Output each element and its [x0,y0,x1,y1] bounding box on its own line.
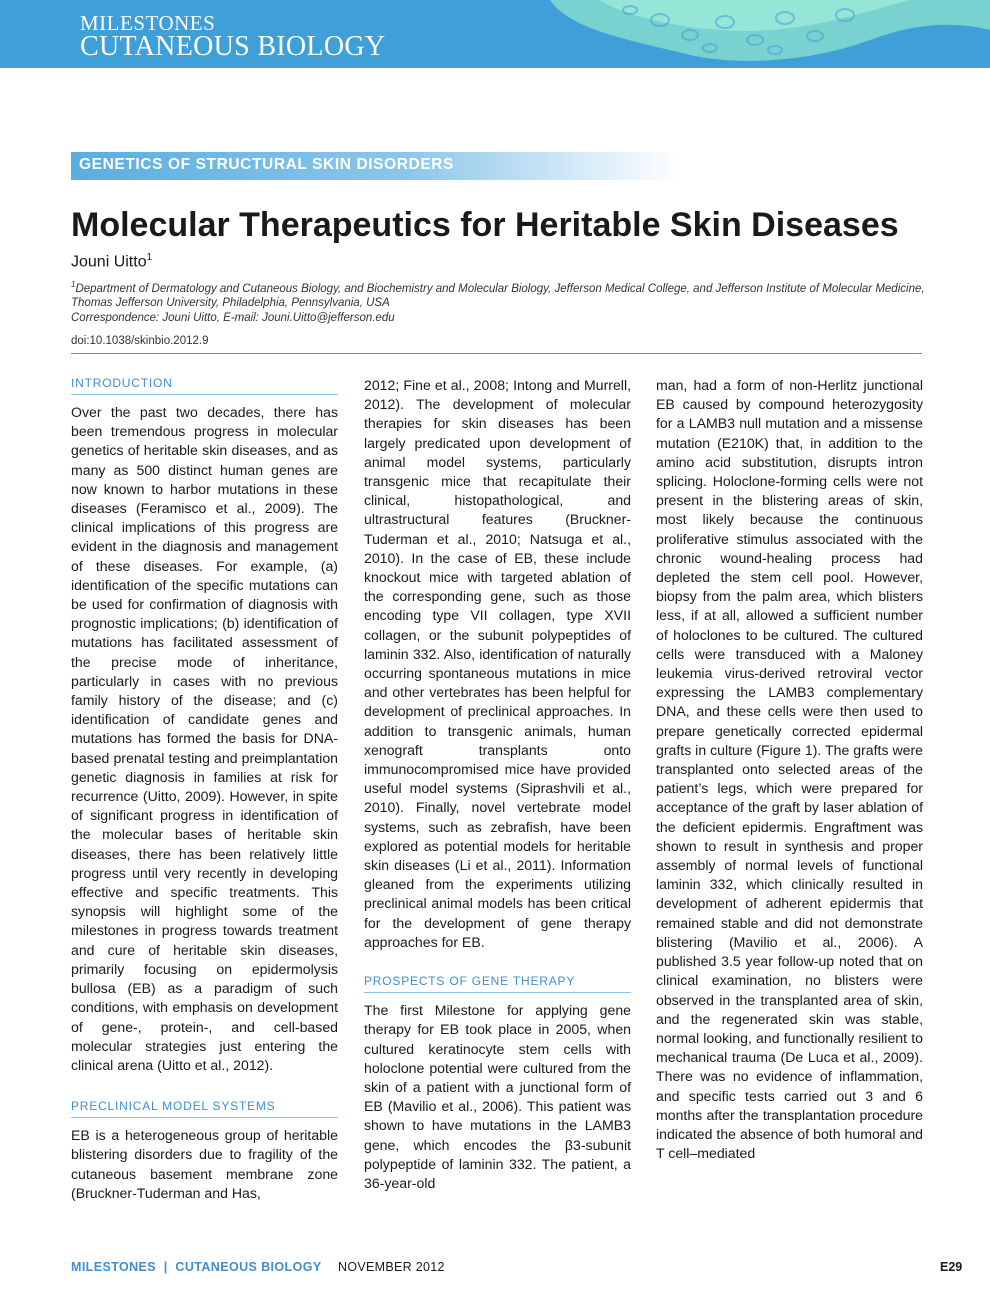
footer-issue-date: NOVEMBER 2012 [338,1260,445,1274]
column-1 [71,376,338,1203]
banner-series-title: MILESTONES [80,11,216,35]
heading-preclinical-model-systems: PRECLINICAL MODEL SYSTEMS [71,1099,338,1118]
author-superscript: 1 [146,252,153,263]
correspondence: Correspondence: Jouni Uitto, E-mail: Jouni.Uitto@jefferson.edu [71,312,395,324]
affiliation-text: Department of Dermatology and Cutaneous Biology, and Biochemistry and Molecular Biology, Jefferson Medical College, and Jefferson Institute of Molecular Medicine, Thomas Jefferson University, Philadelphia, Pennsylvania, USA [71,282,925,309]
journal-banner [0,0,990,68]
column-3 [656,376,923,1163]
section-spacer [71,1075,338,1099]
section-spacer [364,952,631,974]
gene-therapy-paragraph-part2: man, had a form of non-Herlitz junctional EB caused by compound heterozygosity for a LAMB3 null mutation and a missense mutation (E210K) that, in addition to the amino acid substitution, disrupts intron splicing. Holoclone-forming cells were not present in the blistering areas of skin, most likely because the continuous proliferative stimulus associated with the chronic wound-healing process had depleted the stem cell pool. However, biopsy from the palm area, which blisters less, if at all, allowed a sufficient number of holoclones to be cultured. The cultured cells were transduced with a Maloney leukemia virus-derived retroviral vector expressing the LAMB3 complementary DNA, and these cells were then used to prepare genetically corrected epidermal grafts in culture (Figure 1). The grafts were transplanted onto selected areas of the patient’s legs, which were prepared for acceptance of the graft by laser ablation of the deficient epidermis. Engraftment was shown to result in synthesis and proper assembly of normal levels of functional laminin 332, which clinically resulted in development of adherent epidermis that remained stable and did not demonstrate blistering (Mavilio et al., 2006). A published 3.5 year follow-up noted that on clinical examination, no blisters were observed in the transplanted area of skin, and the regenerated skin was stable, normal looking, and functionally resilient to mechanical trauma (De Luca et al., 2009). There was no evidence of inflammation, and specific tests carried out 3 and 6 months after the transplantation procedure indicated the absence of both humoral and T cell–mediated [656,377,923,1162]
doi: doi:10.1038/skinbio.2012.9 [71,335,209,347]
author-affiliation [71,278,926,310]
affiliation-superscript: 1 [71,280,76,289]
introduction-paragraph: Over the past two decades, there has been tremendous progress in molecular genetics of heritable skin diseases, and as many as 500 distinct human genes are now known to harbor mutations in these diseases (Feramisco et al., 2009). The clinical implications of this progress are evident in the diagnosis and management of these diseases. For example, (a) identification of the specific mutations can be used for confirmation of diagnosis with prognostic implications; (b) identification of mutations has facilitated assessment of the precise mode of inheritance, particularly in cases with no previous family history of the disease; and (c) identification of candidate genes and mutations has formed the basis for DNA-based prenatal testing and preimplantation genetic diagnosis in families at risk for recurrence (Uitto, 2009). However, in spite of significant progress in identification of the molecular bases of heritable skin diseases, there has been relatively little progress until very recently in developing effective and specific treatments. This synopsis will highlight some of the milestones in progress towards treatment and cure of heritable skin diseases, primarily focusing on epidermolysis bullosa (EB) as a paradigm of such conditions, with emphasis on development of gene-, protein-, and cell-based molecular strategies just entering the clinical arena (Uitto et al., 2012). [71,404,338,1073]
section-category-label: GENETICS OF STRUCTURAL SKIN DISORDERS [79,156,454,173]
column-2 [364,376,631,1193]
footer-page-number: E29 [940,1260,963,1274]
author-name: Jouni Uitto [71,253,147,271]
preclinical-paragraph-part2: 2012; Fine et al., 2008; Intong and Murrell, 2012). The development of molecular therapies for skin diseases has been largely predicated upon development of animal model systems, particularly transgenic mice that recapitulate their clinical, histopathological, and ultrastructural features (Bruckner-Tuderman et al., 2010; Natsuga et al., 2010). In the case of EB, these include knockout mice with targeted ablation of the corresponding gene, such as those encoding type VII collagen, type XVII collagen, or the subunit polypeptides of laminin 332. Also, identification of naturally occurring spontaneous mutations in mice and other vertebrates has been helpful for development of preclinical approaches. In addition to transgenic animals, human xenograft transplants onto immunocompromised mice have provided useful model systems (Siprashvili et al., 2010). Finally, novel vertebrate model systems, such as zebrafish, have been explored as potential models for heritable skin diseases (Li et al., 2011). Information gleaned from the experiments utilizing preclinical animal models has been critical for the development of gene therapy approaches for EB. [364,377,631,950]
footer-series-title: MILESTONES | CUTANEOUS BIOLOGY [71,1260,322,1274]
section-category-bar [71,152,681,180]
author-line [71,252,152,271]
heading-introduction: INTRODUCTION [71,376,338,395]
article-title: Molecular Therapeutics for Heritable Skin Diseases [71,206,899,244]
preclinical-paragraph-part1: EB is a heterogeneous group of heritable blistering disorders due to fragility of the cutaneous basement membrane zone (Bruckner-Tuderman and Has, [71,1127,338,1201]
banner-journal-title: CUTANEOUS BIOLOGY [80,31,386,62]
gene-therapy-paragraph-part1: The first Milestone for applying gene therapy for EB took place in 2005, when cultured keratinocyte stem cells with holoclone potential were cultured from the skin of a patient with a junctional form of EB (Mavilio et al., 2006). This patient was shown to have mutations in the LAMB3 gene, which encodes the β3-subunit polypeptide of laminin 332. The patient, a 36-year-old [364,1002,631,1191]
header-divider [71,353,922,354]
cell-pattern-artwork [510,0,990,68]
heading-prospects-of-gene-therapy: PROSPECTS OF GENE THERAPY [364,974,631,993]
